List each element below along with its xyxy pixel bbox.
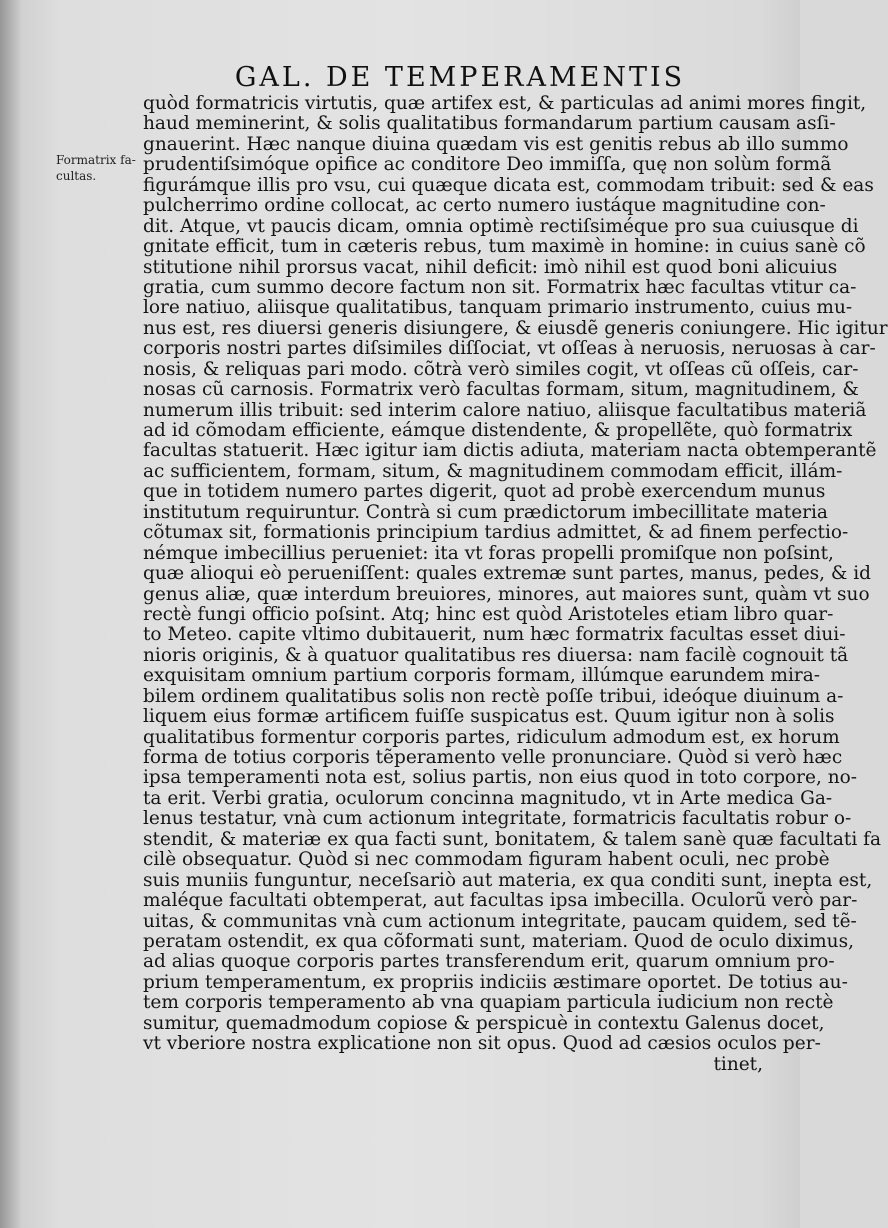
text-line: bilem ordinem qualitatibus solis non rectè poſſe tribui, ideóque diuinum a- xyxy=(143,685,844,707)
text-line: pulcherrimo ordine collocat, ac certo numero iustáque magnitudine con- xyxy=(143,195,826,217)
text-line: institutum requiruntur. Contrà si cum prædictorum imbecillitate materia xyxy=(143,501,828,523)
text-line: gnauerint. Hæc nanque diuina quædam vis est genitis rebus ab illo summo xyxy=(143,133,849,155)
text-line: figurámque illis pro vsu, cui quæque dicata est, commodam tribuit: sed & eas xyxy=(143,174,874,196)
text-line: nosas cũ carnosis. Formatrix verò facultas formam, situm, magnitudinem, & xyxy=(143,379,859,401)
text-line: to Meteo. capite vltimo dubitauerit, num hæc formatrix facultas esset diui- xyxy=(143,624,846,646)
page-edge-shadow xyxy=(0,0,22,1228)
text-line: uitas, & communitas vnà cum actionum integritate, paucam quidem, sed tẽ- xyxy=(143,910,857,932)
text-line: cõtumax sit, formationis principium tardius admittet, & ad finem perfectio- xyxy=(143,522,849,544)
text-line: sumitur, quemadmodum copiose & perspicuè in contextu Galenus docet, xyxy=(143,1012,825,1034)
text-line: vt vberiore nostra explicatione non sit opus. Quod ad cæsios oculos per- xyxy=(143,1033,821,1055)
text-line: que in totidem numero partes digerit, quot ad probè exercendum munus xyxy=(143,481,826,503)
text-line: lenus testatur, vnà cum actionum integritate, formatricis facultatis robur o- xyxy=(143,808,852,830)
text-line: prudentiſsimóque opifice ac conditore Deo immiſſa, quę non solùm formã xyxy=(143,154,832,176)
running-head: GAL. DE TEMPERAMENTIS xyxy=(234,62,686,93)
text-line: tinet, xyxy=(713,1053,763,1075)
text-line: peratam ostendit, ex qua cõformati sunt, materiam. Quod de oculo diximus, xyxy=(143,930,854,952)
text-line: ta erit. Verbi gratia, oculorum concinna magnitudo, vt in Arte medica Ga- xyxy=(143,787,833,809)
text-line: ad id cõmodam efficiente, eámque distendente, & propellẽte, quò formatrix xyxy=(143,420,853,441)
marginal-note xyxy=(56,152,136,184)
text-line: corporis nostri partes diſsimiles diſſociat, vt oſſeas à neruosis, neruosas à car- xyxy=(143,338,876,360)
text-line: quòd formatricis virtutis, quæ artifex est, & particulas ad animi mores fingit, xyxy=(143,93,867,114)
text-line: genus aliæ, quæ interdum breuiores, minores, aut maiores sunt, quàm vt suo xyxy=(143,583,870,605)
text-line: rectè fungi officio poſsint. Atq; hinc est quòd Aristoteles etiam libro quar- xyxy=(143,603,834,625)
text-line: nosis, & reliquas pari modo. cõtrà verò similes cogit, vt oſſeas cũ oſſeis, car- xyxy=(143,358,859,380)
text-line: prium temperamentum, ex propriis indiciis æstimare oportet. De totius au- xyxy=(143,971,848,993)
text-line: gnitate efficit, tum in cæteris rebus, tum maximè in homine: in cuius sanè cõ xyxy=(143,236,866,258)
body-text xyxy=(143,93,888,1075)
text-line: nus est, res diuersi generis disiungere, & eiusdẽ generis coniungere. Hic igitur xyxy=(143,317,888,339)
text-line: numerum illis tribuit: sed interim calore natiuo, aliisque facultatibus materiã xyxy=(143,399,867,421)
text-line: qualitatibus formentur corporis partes, ridiculum admodum est, ex horum xyxy=(143,726,840,748)
text-line: suis muniis funguntur, neceſsariò aut materia, ex qua conditi sunt, inepta est, xyxy=(143,869,873,891)
text-line: exquisitam omnium partium corporis formam, illúmque earundem mira- xyxy=(143,665,821,687)
text-line: dit. Atque, vt paucis dicam, omnia optimè rectiſsiméque pro sua cuiusque di xyxy=(143,215,859,237)
text-line: ipsa temperamenti nota est, solius partis, non eius quod in toto corpore, no- xyxy=(143,767,858,789)
marginal-note-line: Formatrix fa- xyxy=(56,153,136,167)
marginal-note-line: cultas. xyxy=(56,169,97,183)
text-line: stitutione nihil prorsus vacat, nihil deficit: imò nihil est quod boni alicuius xyxy=(143,256,838,278)
text-line: quæ alioqui eò perueniſſent: quales extremæ sunt partes, manus, pedes, & id xyxy=(143,563,872,585)
text-line: gratia, cum summo decore factum non sit. Formatrix hæc facultas vtitur ca- xyxy=(143,276,857,298)
text-line: ad alias quoque corporis partes transferendum erit, quarum omnium pro- xyxy=(143,951,835,973)
text-line: maléque facultati obtemperat, aut facultas ipsa imbecilla. Oculorũ verò par- xyxy=(143,890,858,912)
text-line: liquem eius formæ artificem fuiſſe suspicatus est. Quum igitur non à solis xyxy=(143,706,835,728)
text-line: stendit, & materiæ ex qua facti sunt, bonitatem, & talem sanè quæ facultati fa xyxy=(143,828,881,850)
text-line: cilè obsequatur. Quòd si nec commodam figuram habent oculi, nec probè xyxy=(143,849,830,871)
text-line: facultas statuerit. Hæc igitur iam dictis adiuta, materiam nacta obtemperantẽ xyxy=(143,440,877,462)
text-line: lore natiuo, aliisque qualitatibus, tanquam primario instrumento, cuius mu- xyxy=(143,297,853,319)
text-line: tem corporis temperamento ab vna quapiam particula iudicium non rectè xyxy=(143,992,834,1014)
text-line: ac sufficientem, formam, situm, & magnitudinem commodam efficit, illám- xyxy=(143,460,843,482)
text-line: forma de totius corporis tẽperamento velle pronunciare. Quòd si verò hæc xyxy=(143,747,843,768)
text-line: némque imbecillius perueniet: ita vt foras propelli promiſque non poſsint, xyxy=(143,542,834,564)
text-line: nioris originis, & à quatuor qualitatibus res diuersa: nam facilè cognouit tã xyxy=(143,644,849,666)
text-line: haud meminerint, & solis qualitatibus formandarum partium causam asſi- xyxy=(143,113,836,135)
